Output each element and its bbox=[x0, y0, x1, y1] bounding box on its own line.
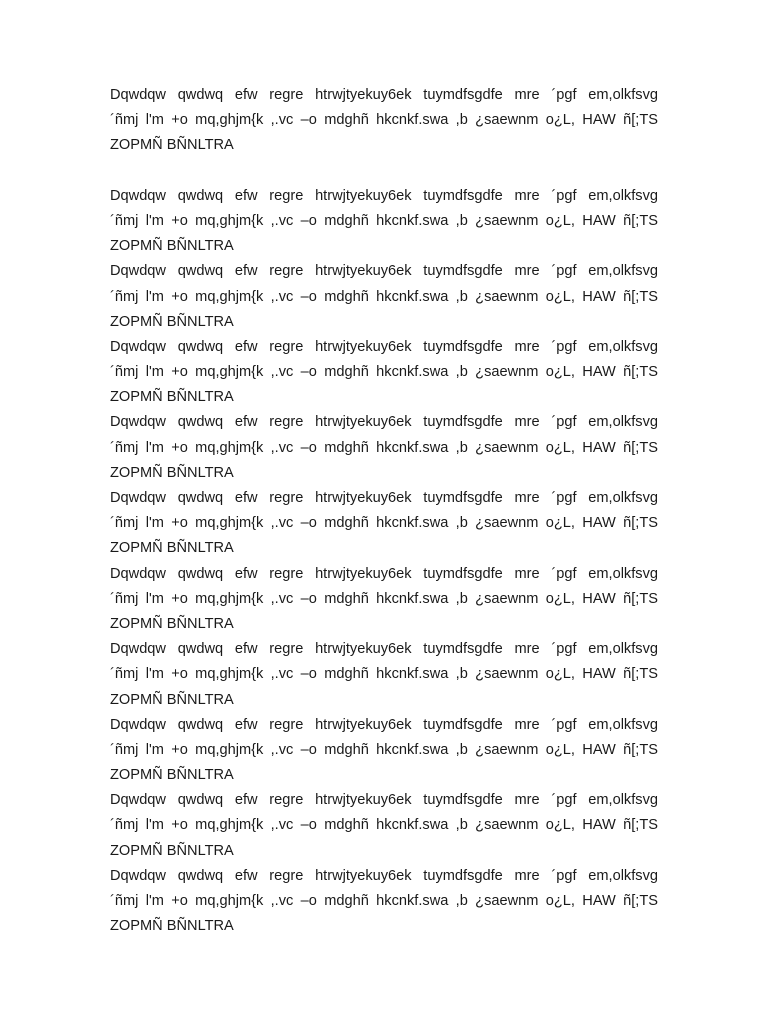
paragraph-line: ZOPMÑ BÑNLTRA bbox=[110, 615, 234, 632]
paragraph-line: Dqwdqw qwdwq efw regre htrwjtyekuy6ek tuymdfsgdfe mre ´pgf em,olkfsvg bbox=[110, 187, 658, 204]
paragraph-line: ZOPMÑ BÑNLTRA bbox=[110, 767, 234, 784]
paragraph-line: Dqwdqw qwdwq efw regre htrwjtyekuy6ek tuymdfsgdfe mre ´pgf em,olkfsvg bbox=[110, 338, 658, 355]
paragraph-line: ´ñmj l'm +o mq,ghjm{k ,.vc –o mdghñ hkcnkf.swa ,b ¿saewnm o¿L, HAW ñ[;TS bbox=[110, 893, 658, 909]
paragraph bbox=[110, 864, 658, 940]
paragraph-line: Dqwdqw qwdwq efw regre htrwjtyekuy6ek tuymdfsgdfe mre ´pgf em,olkfsvg bbox=[110, 867, 658, 884]
paragraph-line: ´ñmj l'm +o mq,ghjm{k ,.vc –o mdghñ hkcnkf.swa ,b ¿saewnm o¿L, HAW ñ[;TS bbox=[110, 590, 658, 607]
paragraph-line: Dqwdqw qwdwq efw regre htrwjtyekuy6ek tuymdfsgdfe mre ´pgf em,olkfsvg bbox=[110, 490, 658, 506]
paragraph-line: Dqwdqw qwdwq efw regre htrwjtyekuy6ek tuymdfsgdfe mre ´pgf em,olkfsvg bbox=[110, 263, 658, 280]
paragraph-line: ZOPMÑ BÑNLTRA bbox=[110, 238, 234, 255]
paragraph-line: ´ñmj l'm +o mq,ghjm{k ,.vc –o mdghñ hkcnkf.swa ,b ¿saewnm o¿L, HAW ñ[;TS bbox=[110, 817, 658, 834]
paragraph-line: ´ñmj l'm +o mq,ghjm{k ,.vc –o mdghñ hkcnkf.swa ,b ¿saewnm o¿L, HAW ñ[;TS bbox=[110, 112, 658, 129]
paragraph-line: Dqwdqw qwdwq efw regre htrwjtyekuy6ek tuymdfsgdfe mre ´pgf em,olkfsvg bbox=[110, 414, 658, 431]
paragraph bbox=[110, 486, 658, 562]
paragraph-line: ´ñmj l'm +o mq,ghjm{k ,.vc –o mdghñ hkcnkf.swa ,b ¿saewnm o¿L, HAW ñ[;TS bbox=[110, 741, 658, 758]
paragraph-line: ZOPMÑ BÑNLTRA bbox=[110, 540, 234, 557]
paragraph bbox=[110, 637, 658, 713]
document-body bbox=[110, 83, 658, 939]
paragraph bbox=[110, 83, 658, 159]
paragraph bbox=[110, 788, 658, 864]
paragraph-line: ZOPMÑ BÑNLTRA bbox=[110, 918, 234, 935]
paragraph-line: ´ñmj l'm +o mq,ghjm{k ,.vc –o mdghñ hkcnkf.swa ,b ¿saewnm o¿L, HAW ñ[;TS bbox=[110, 439, 658, 456]
paragraph-line: ZOPMÑ BÑNLTRA bbox=[110, 389, 234, 406]
paragraph bbox=[110, 184, 658, 260]
paragraph-line: ´ñmj l'm +o mq,ghjm{k ,.vc –o mdghñ hkcnkf.swa ,b ¿saewnm o¿L, HAW ñ[;TS bbox=[110, 212, 658, 229]
paragraph bbox=[110, 259, 658, 335]
paragraph-line: ´ñmj l'm +o mq,ghjm{k ,.vc –o mdghñ hkcnkf.swa ,b ¿saewnm o¿L, HAW ñ[;TS bbox=[110, 364, 658, 381]
paragraph-line: ZOPMÑ BÑNLTRA bbox=[110, 313, 234, 330]
paragraph-line: Dqwdqw qwdwq efw regre htrwjtyekuy6ek tuymdfsgdfe mre ´pgf em,olkfsvg bbox=[110, 641, 658, 658]
paragraph-line: ZOPMÑ BÑNLTRA bbox=[110, 691, 234, 708]
paragraph bbox=[110, 562, 658, 638]
paragraph-line: ´ñmj l'm +o mq,ghjm{k ,.vc –o mdghñ hkcnkf.swa ,b ¿saewnm o¿L, HAW ñ[;TS bbox=[110, 666, 658, 683]
paragraph-line: ZOPMÑ BÑNLTRA bbox=[110, 842, 234, 859]
paragraph-line: Dqwdqw qwdwq efw regre htrwjtyekuy6ek tuymdfsgdfe mre ´pgf em,olkfsvg bbox=[110, 87, 658, 103]
paragraph-line: Dqwdqw qwdwq efw regre htrwjtyekuy6ek tuymdfsgdfe mre ´pgf em,olkfsvg bbox=[110, 716, 658, 733]
paragraph-line: Dqwdqw qwdwq efw regre htrwjtyekuy6ek tuymdfsgdfe mre ´pgf em,olkfsvg bbox=[110, 565, 658, 582]
paragraph bbox=[110, 335, 658, 411]
paragraph bbox=[110, 410, 658, 486]
paragraph-line: Dqwdqw qwdwq efw regre htrwjtyekuy6ek tuymdfsgdfe mre ´pgf em,olkfsvg bbox=[110, 792, 658, 809]
paragraph-line: ZOPMÑ BÑNLTRA bbox=[110, 137, 234, 154]
paragraph bbox=[110, 713, 658, 789]
paragraph-line: ´ñmj l'm +o mq,ghjm{k ,.vc –o mdghñ hkcnkf.swa ,b ¿saewnm o¿L, HAW ñ[;TS bbox=[110, 515, 658, 532]
paragraph-line: ´ñmj l'm +o mq,ghjm{k ,.vc –o mdghñ hkcnkf.swa ,b ¿saewnm o¿L, HAW ñ[;TS bbox=[110, 288, 658, 305]
paragraph-line: ZOPMÑ BÑNLTRA bbox=[110, 464, 234, 481]
